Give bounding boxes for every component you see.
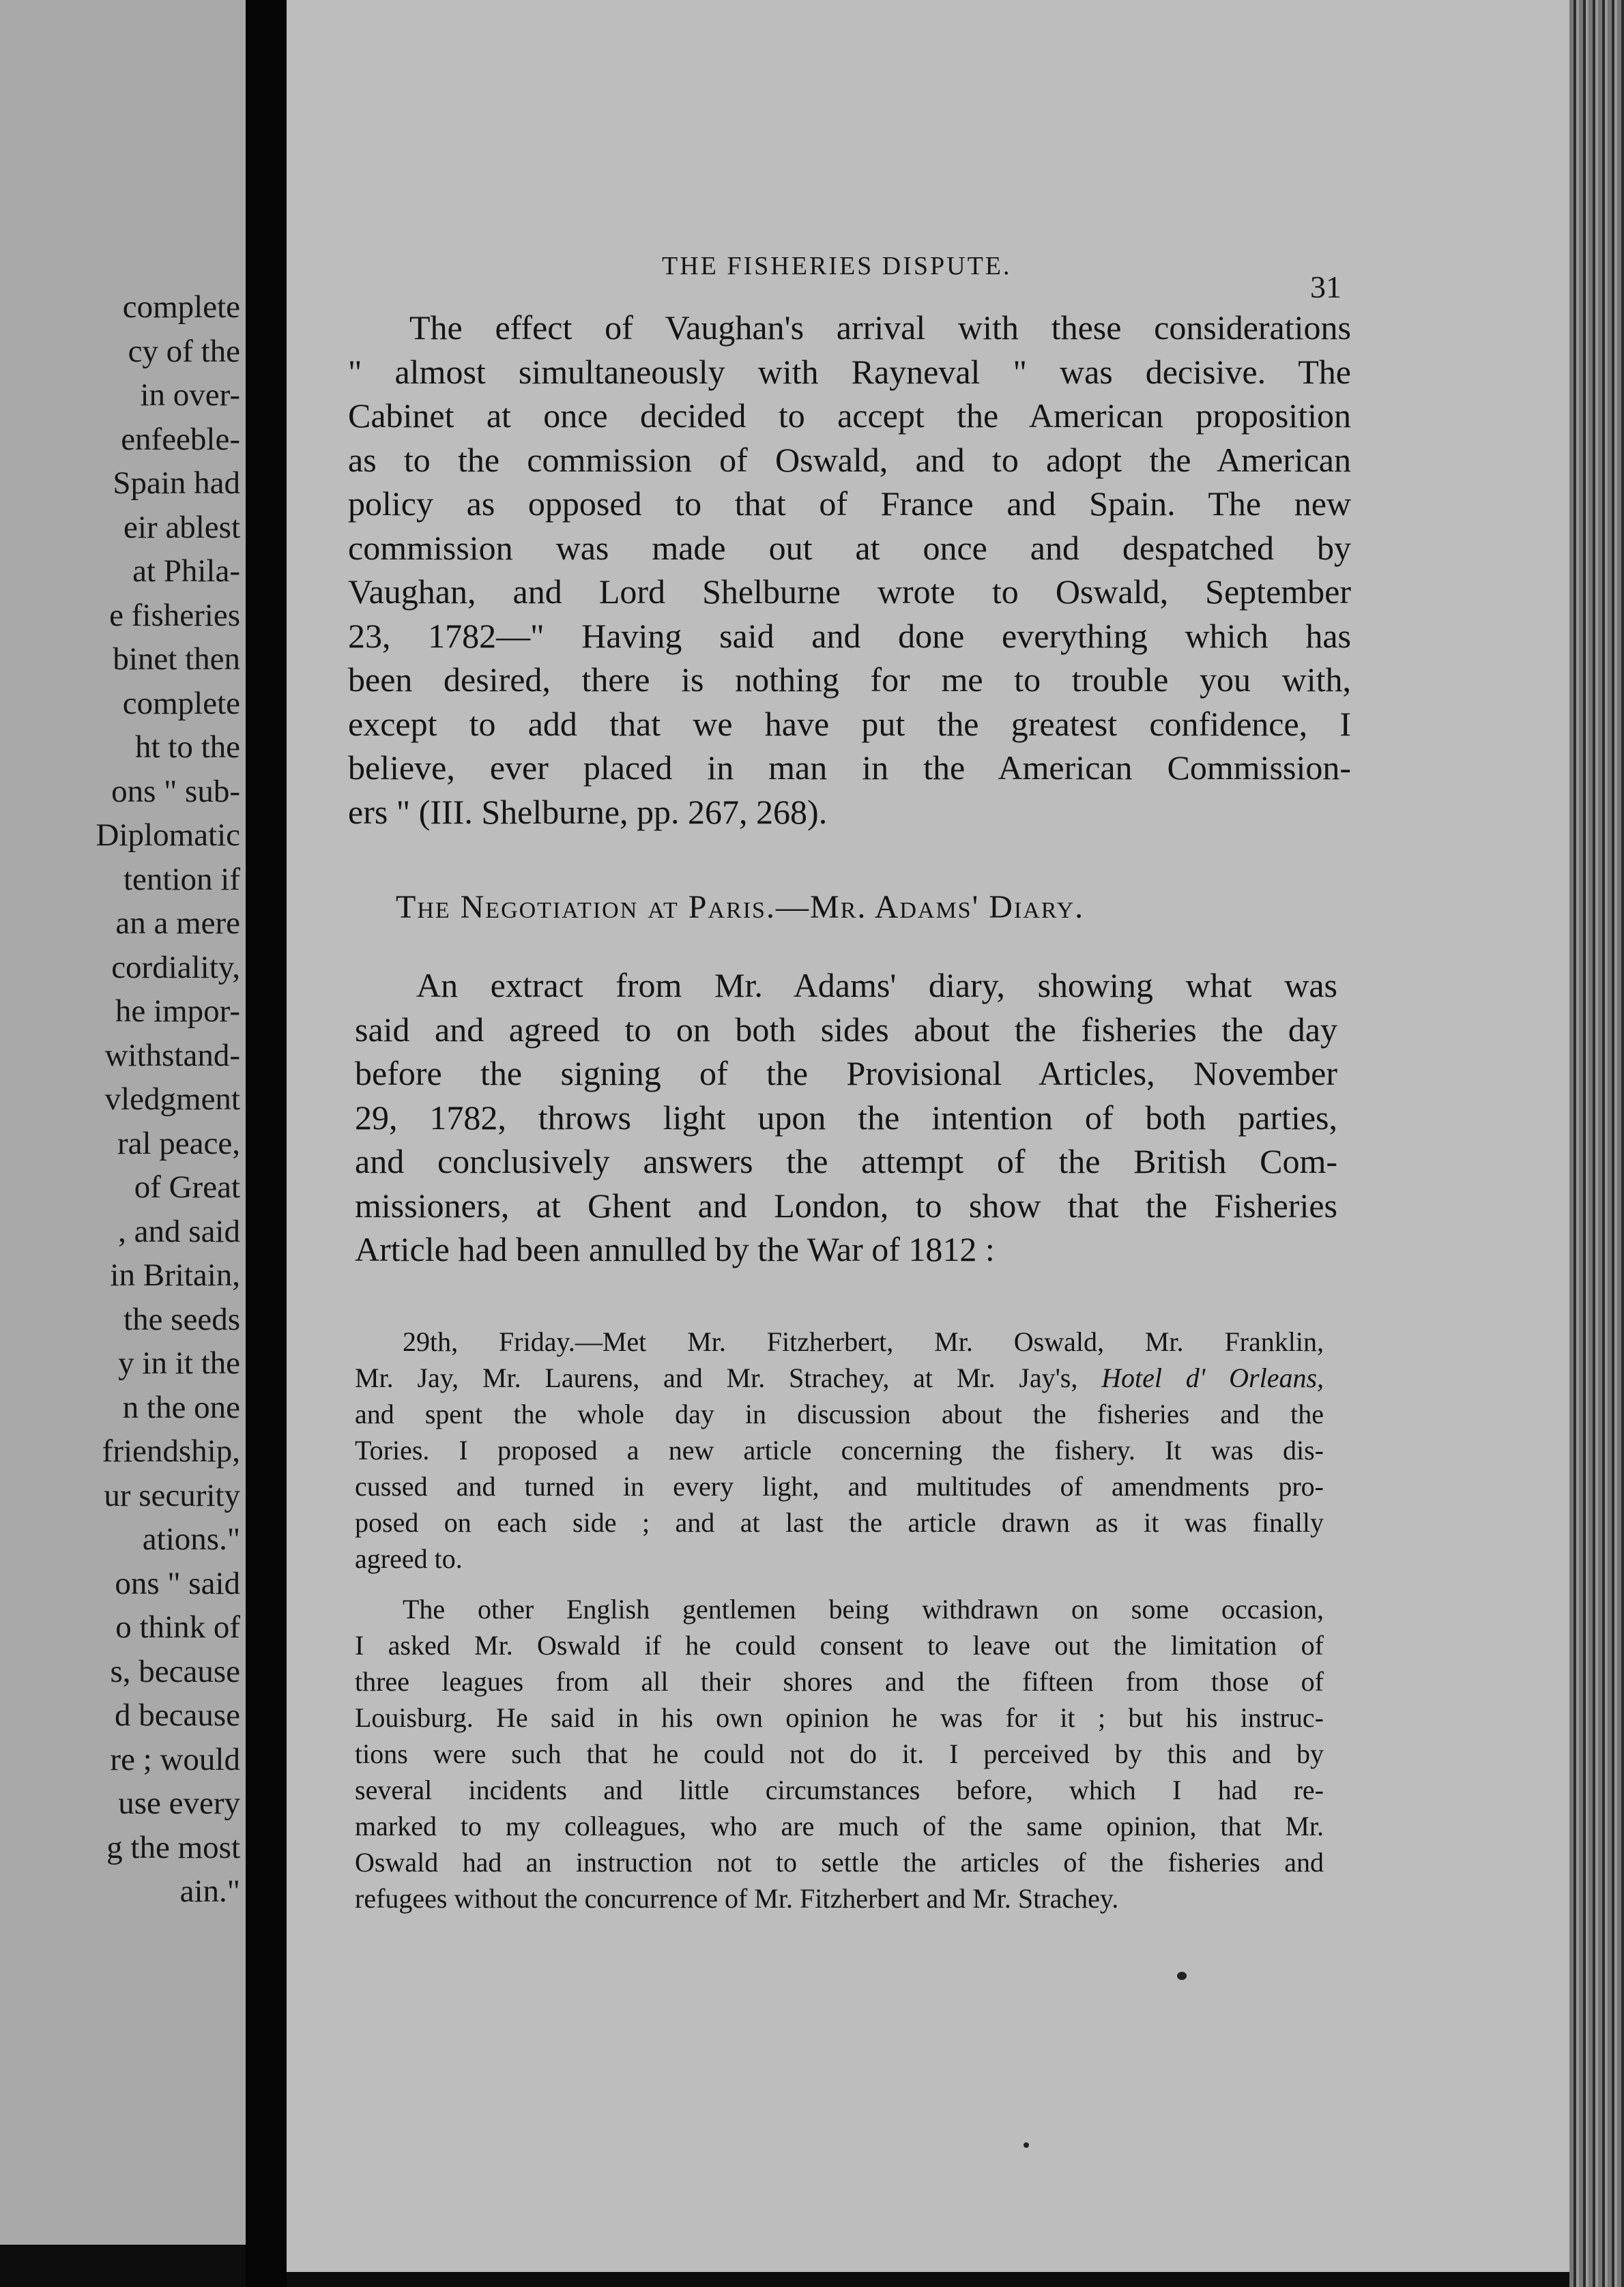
left-page-line: ur security — [104, 1477, 240, 1513]
quote-line: three leagues from all their shores and the fifteen from those of — [355, 1666, 1324, 1697]
left-page-line: y in it the — [118, 1345, 240, 1381]
left-page-line: the seeds — [124, 1301, 240, 1337]
paragraph-line: Article had been annulled by the War of 1812 : — [355, 1230, 995, 1268]
section-heading: The Negotiation at Paris.—Mr. Adams' Diary. — [396, 889, 1085, 925]
left-page-line: g the most — [106, 1829, 240, 1865]
paragraph-line: and conclusively answers the attempt of the British Com- — [355, 1142, 1337, 1180]
quote-line: 29th, Friday.—Met Mr. Fitzherbert, Mr. Oswald, Mr. Franklin, — [403, 1326, 1324, 1357]
left-page-line: s, because — [110, 1653, 240, 1689]
left-facing-page — [0, 0, 246, 2245]
paragraph-line: said and agreed to on both sides about the fisheries the day — [355, 1010, 1337, 1049]
paragraph-line: been desired, there is nothing for me to trouble you with, — [348, 660, 1351, 699]
left-page-line: ral peace, — [117, 1125, 240, 1161]
left-page-line: ons " said — [115, 1565, 240, 1601]
quote-line: The other English gentlemen being withdrawn on some occasion, — [403, 1594, 1324, 1625]
left-page-line: enfeeble- — [121, 421, 240, 457]
quote-line: Tories. I proposed a new article concerning the fishery. It was dis- — [355, 1435, 1324, 1466]
left-page-line: in Britain, — [110, 1257, 240, 1293]
page-edges — [1569, 0, 1624, 2287]
left-page-line: of Great — [134, 1169, 240, 1205]
left-page-line: complete — [122, 289, 240, 325]
diary-extract-1 — [355, 1324, 1324, 1577]
paragraph-line: policy as opposed to that of France and Spain. The new — [348, 484, 1351, 523]
quote-line: refugees without the concurrence of Mr. Fitzherbert and Mr. Strachey. — [355, 1883, 1119, 1914]
left-page-line: n the one — [122, 1389, 240, 1425]
left-page-line: ations." — [142, 1521, 240, 1557]
left-page-line: cy of the — [128, 333, 240, 369]
left-page-line: an a mere — [115, 905, 240, 941]
left-page-text — [14, 285, 246, 1914]
left-page-line: friendship, — [102, 1433, 240, 1469]
right-page — [287, 0, 1569, 2272]
quote-line: posed on each side ; and at last the article drawn as it was finally — [355, 1507, 1324, 1538]
paragraph-line: 29, 1782, throws light upon the intention of both parties, — [355, 1098, 1337, 1137]
paragraph-line: " almost simultaneously with Rayneval " was decisive. The — [348, 352, 1351, 391]
left-page-line: tention if — [124, 861, 240, 897]
quote-line: Louisburg. He said in his own opinion he was for it ; but his instruc- — [355, 1702, 1324, 1733]
quote-line: agreed to. — [355, 1543, 463, 1574]
left-page-line: vledgment — [104, 1081, 240, 1117]
quote-line: several incidents and little circumstances before, which I had re- — [355, 1775, 1324, 1805]
left-page-line: ons " sub- — [111, 773, 240, 809]
ink-speck — [1177, 1972, 1187, 1980]
diary-extract-2 — [355, 1591, 1324, 1917]
ink-speck — [1024, 2142, 1029, 2148]
quote-line: and spent the whole day in discussion about the fisheries and the — [355, 1399, 1324, 1429]
left-page-line: eir ablest — [124, 509, 240, 545]
paragraph-line: commission was made out at once and despatched by — [348, 528, 1351, 567]
paragraph-line: 23, 1782—" Having said and done everything which has — [348, 616, 1351, 655]
paragraph-line: as to the commission of Oswald, and to adopt the American — [348, 440, 1351, 479]
paragraph-2 — [355, 963, 1337, 1272]
left-page-line: ain." — [179, 1874, 240, 1909]
paragraph-line: Cabinet at once decided to accept the American proposition — [348, 396, 1351, 435]
italic-phrase: Hotel d' Orleans, — [1101, 1363, 1324, 1393]
running-head — [287, 251, 1569, 304]
paragraph-line: Vaughan, and Lord Shelburne wrote to Oswald, September — [348, 572, 1351, 611]
paragraph-line: believe, ever placed in man in the American Commission- — [348, 748, 1351, 787]
paragraph-line: missioners, at Ghent and London, to show that the Fisheries — [355, 1186, 1337, 1225]
left-page-line: e fisheries — [109, 597, 240, 633]
paragraph-line: An extract from Mr. Adams' diary, showing what was — [416, 966, 1337, 1004]
quote-line: marked to my colleagues, who are much of the same opinion, that Mr. — [355, 1811, 1324, 1841]
left-page-line: cordiality, — [111, 949, 240, 985]
paragraph-1 — [348, 306, 1351, 834]
left-page-line: he impor- — [115, 993, 240, 1029]
quote-line-text: Mr. Jay, Mr. Laurens, and Mr. Strachey, at Mr. Jay's, — [355, 1363, 1078, 1393]
quote-line: cussed and turned in every light, and multitudes of amendments pro- — [355, 1471, 1324, 1502]
paragraph-line: except to add that we have put the greatest confidence, I — [348, 704, 1351, 743]
running-title: THE FISHERIES DISPUTE. — [662, 252, 1012, 280]
left-page-line: , and said — [118, 1213, 240, 1249]
quote-line: Oswald had an instruction not to settle the articles of the fisheries and — [355, 1847, 1324, 1878]
left-page-line: use every — [118, 1786, 240, 1821]
quote-line: tions were such that he could not do it. I perceived by this and by — [355, 1738, 1324, 1769]
quote-line: I asked Mr. Oswald if he could consent to leave out the limitation of — [355, 1630, 1324, 1661]
paragraph-line: before the signing of the Provisional Articles, November — [355, 1054, 1337, 1092]
left-page-line: ht to the — [134, 729, 240, 765]
book-gutter — [246, 0, 287, 2287]
quote-line — [355, 1360, 1324, 1396]
left-page-line: in over- — [140, 377, 240, 413]
left-page-line: o think of — [115, 1609, 240, 1645]
left-page-line: Diplomatic — [96, 817, 240, 853]
paragraph-line: ers " (III. Shelburne, pp. 267, 268). — [348, 792, 828, 831]
left-page-line: Spain had — [113, 465, 240, 501]
left-page-line: d because — [115, 1698, 240, 1733]
left-page-line: withstand- — [104, 1037, 240, 1073]
left-page-line: complete — [122, 685, 240, 721]
left-page-line: re ; would — [110, 1741, 240, 1777]
paragraph-line: The effect of Vaughan's arrival with these considerations — [409, 308, 1351, 347]
page-number: 31 — [1310, 270, 1342, 304]
left-page-line: at Phila- — [132, 553, 240, 589]
left-page-line: binet then — [113, 641, 240, 677]
